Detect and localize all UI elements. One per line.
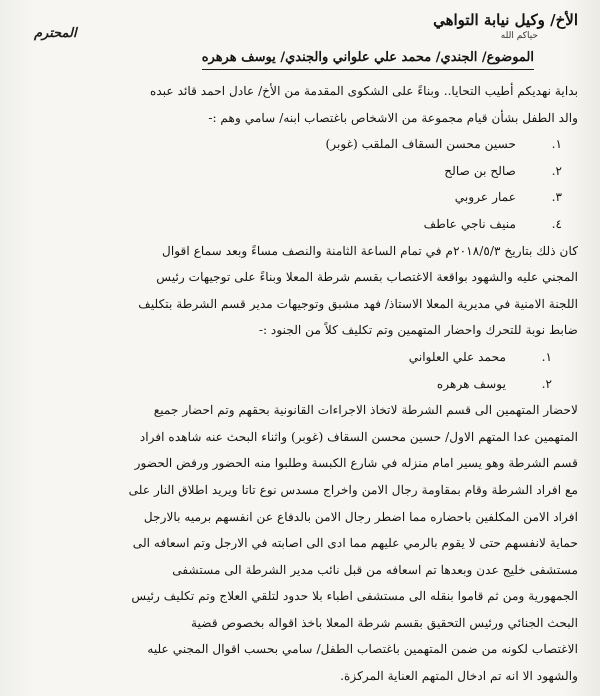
suspects-list — [14, 131, 578, 237]
list-item — [14, 184, 578, 211]
list-item — [14, 344, 578, 371]
list-number: .٢ — [551, 163, 562, 178]
paragraph-line: ضابط نوبة للتحرك واحضار المتهمين وتم تكليف كلاً من الجنود :- — [258, 323, 578, 338]
list-item — [14, 211, 578, 238]
list-item — [14, 371, 578, 398]
paragraph-line: افراد الامن المكلفين باحضاره مما اضطر رجال الامن بالدفاع عن انفسهم برميه بالارجل — [143, 509, 578, 524]
paragraph-line: المجني عليه والشهود بواقعة الاغتصاب بقسم شرطة المعلا وبناءً على توجيهات رئيس — [156, 270, 578, 285]
suspect-name: حسين محسن السقاف الملقب (غوبر) — [325, 137, 516, 152]
soldier-name: محمد علي العلواني — [408, 349, 506, 364]
intro-paragraph — [14, 78, 578, 131]
paragraph-line: اللجنة الامنية في مديرية المعلا الاستاذ/ فهد مشبق وتوجيهات مدير قسم الشرطة بتكليف — [138, 296, 578, 311]
paragraph-line: حماية لانفسهم حتى لا يقوم بالرمي عليهم مما ادى الى اصابته في الارجل وتم اسعافه الى — [132, 536, 578, 551]
paragraph-line: مع افراد الشرطة وقام بمقاومة رجال الامن واخراج مسدس نوع تاتا ويريد اطلاق النار على — [128, 482, 578, 497]
paragraph-line: لاحضار المتهمين الى قسم الشرطة لاتخاذ الاجراءات القانونية بحقهم وتم احضار جميع — [153, 403, 578, 418]
paragraph-line: المتهمين عدا المتهم الاول/ حسين محسن السقاف (غوبر) واثناء البحث عنه شاهده افراد — [139, 429, 578, 444]
letter-subject: الموضوع/ الجندي/ محمد علي علواني والجندي/ يوسف هرهره — [202, 48, 534, 70]
intro-line: والد الطفل بشأن قيام مجموعة من الاشخاص باغتصاب ابنه/ سامي وهم :- — [208, 110, 578, 125]
suspect-name: صالح بن صالح — [444, 163, 516, 178]
paragraph-line: الجمهورية ومن ثم قاموا بنقله الى مستشفى اطباء بلا حدود لتلقي العلاج وتم تكليف رئيس — [131, 589, 578, 604]
paragraph-line: كان ذلك بتاريخ ٢٠١٨/٥/٣م في تمام الساعة الثامنة والنصف مساءً وبعد سماع اقوال — [162, 243, 578, 258]
intro-line: بداية نهديكم أطيب التحايا.. وبناءً على الشكوى المقدمة من الأخ/ عادل احمد قائد عبده — [149, 84, 578, 98]
letter-greeting: حياكم الله — [500, 31, 538, 41]
paragraph-incident — [14, 238, 578, 344]
paragraph-arrest — [14, 397, 578, 690]
paragraph-line: مستشفى خليج عدن وبعدها تم اسعافه من قبل نائب مدير الشرطة الى مستشفى — [172, 562, 578, 577]
list-number: .١ — [551, 137, 562, 152]
soldiers-list — [14, 344, 578, 397]
paragraph-line: البحث الجنائي ورئيس التحقيق بقسم شرطة المعلا باخذ اقواله بخصوص قضية — [191, 615, 578, 630]
suspect-name: عمار عروبي — [454, 190, 516, 205]
letter — [14, 8, 578, 696]
letter-honorific: المحترم — [34, 26, 77, 41]
list-number: .١ — [541, 349, 552, 364]
list-number: .٤ — [551, 216, 562, 231]
list-number: .٣ — [551, 190, 562, 205]
list-number: .٢ — [541, 376, 552, 391]
letter-addressee: الأخ/ وكيل نيابة التواهي — [433, 11, 578, 29]
suspect-name: منيف ناجي عاطف — [423, 216, 516, 231]
list-item — [14, 158, 578, 185]
list-item — [14, 131, 578, 158]
paragraph-line: الاغتصاب لكونه من ضمن المتهمين باغتصاب الطفل/ سامي بحسب اقوال المجني عليه — [147, 642, 578, 657]
paragraph-line: والشهود الا انه تم ادخال المتهم العناية المركزة. — [340, 669, 578, 684]
paragraph-line: قسم الشرطة وهو يسير امام منزله في شارع الكبسة وطلبوا منه الحضور ورفض الحضور — [134, 456, 578, 471]
soldier-name: يوسف هرهره — [436, 376, 506, 391]
